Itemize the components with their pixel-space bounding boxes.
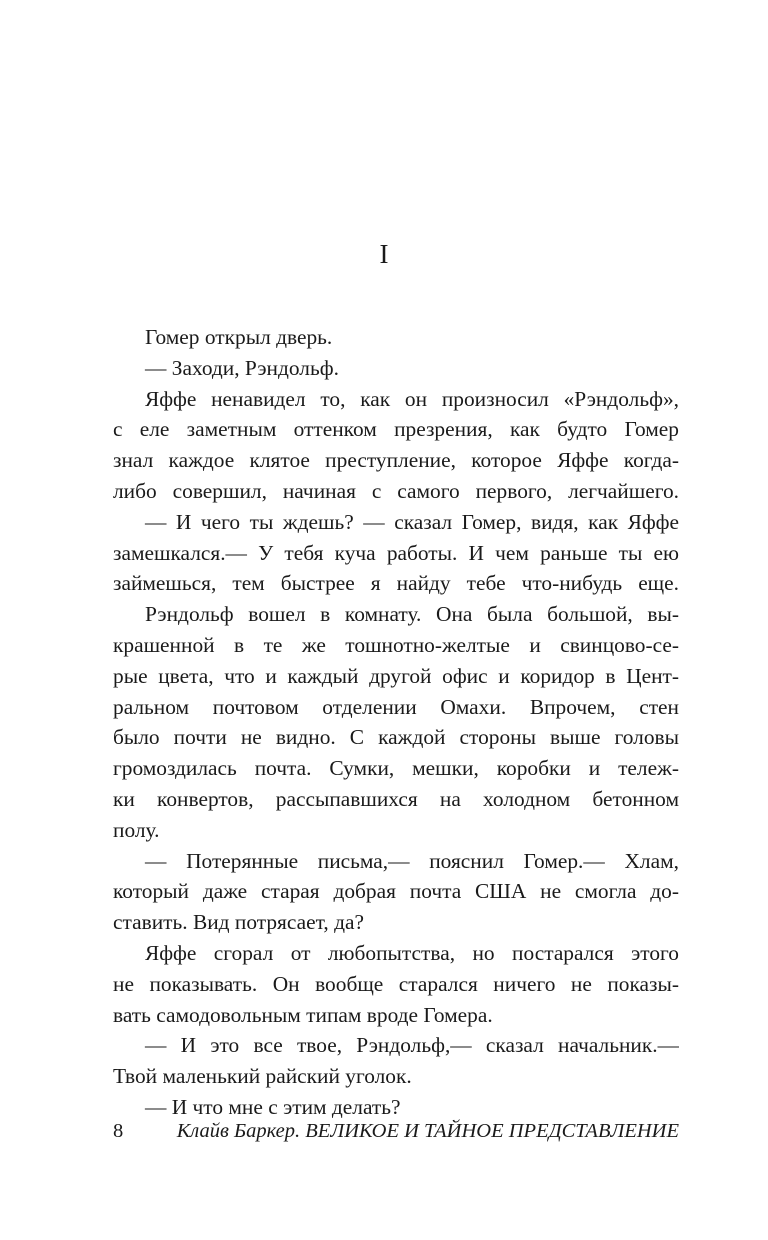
text-line: было почти не видно. С каждой стороны выше головы bbox=[113, 725, 679, 750]
text-line: Яффе ненавидел то, как он произносил «Рэндольф», bbox=[145, 386, 679, 411]
text-line: займешься, тем быстрее я найду тебе что-нибудь еще. bbox=[113, 571, 679, 596]
body-text bbox=[113, 322, 679, 1123]
text-line: который даже старая добрая почта США не смогла до- bbox=[113, 879, 679, 904]
text-line: не показывать. Он вообще старался ничего не показы- bbox=[113, 971, 679, 996]
text-line: — И что мне с этим делать? bbox=[145, 1094, 401, 1119]
text-line: знал каждое клятое преступление, которое Яффе когда- bbox=[113, 448, 679, 473]
text-line: крашенной в те же тошнотно-желтые и свинцово-се- bbox=[113, 632, 679, 657]
text-line: Рэндольф вошел в комнату. Она была большой, вы- bbox=[145, 602, 679, 627]
text-line: — И чего ты ждешь? — сказал Гомер, видя, как Яффе bbox=[145, 509, 679, 534]
text-line: ральном почтовом отделении Омахи. Впрочем, стен bbox=[113, 694, 679, 719]
text-line: — Заходи, Рэндольф. bbox=[145, 355, 339, 380]
text-line: громоздилась почта. Сумки, мешки, коробки и тележ- bbox=[113, 756, 679, 781]
text-line: вать самодовольным типам вроде Гомера. bbox=[113, 1002, 493, 1027]
text-line: ки конвертов, рассыпавшихся на холодном бетонном bbox=[113, 786, 679, 811]
text-line: рые цвета, что и каждый другой офис и коридор в Цент- bbox=[113, 663, 679, 688]
page-number: 8 bbox=[113, 1120, 124, 1142]
text-line: замешкался.— У тебя куча работы. И чем раньше ты ею bbox=[113, 540, 679, 565]
text-line: либо совершил, начиная с самого первого, легчайшего. bbox=[113, 478, 679, 503]
text-line: полу. bbox=[113, 817, 160, 842]
text-line: Гомер открыл дверь. bbox=[145, 325, 333, 349]
page-footer bbox=[113, 1117, 679, 1147]
text-line: — Потерянные письма,— пояснил Гомер.— Хлам, bbox=[145, 848, 679, 873]
text-line: Яффе сгорал от любопытства, но постарался этого bbox=[145, 940, 679, 965]
text-line: — И это все твое, Рэндольф,— сказал начальник.— bbox=[145, 1033, 679, 1058]
text-line: Твой маленький райский уголок. bbox=[113, 1064, 412, 1089]
text-line: с еле заметным оттенком презрения, как будто Гомер bbox=[113, 417, 679, 442]
chapter-number: I bbox=[379, 239, 389, 269]
text-line: ставить. Вид потрясает, да? bbox=[113, 910, 364, 935]
running-title: Клайв Баркер. ВЕЛИКОЕ И ТАЙНОЕ ПРЕДСТАВЛЕНИЕ bbox=[176, 1120, 679, 1142]
